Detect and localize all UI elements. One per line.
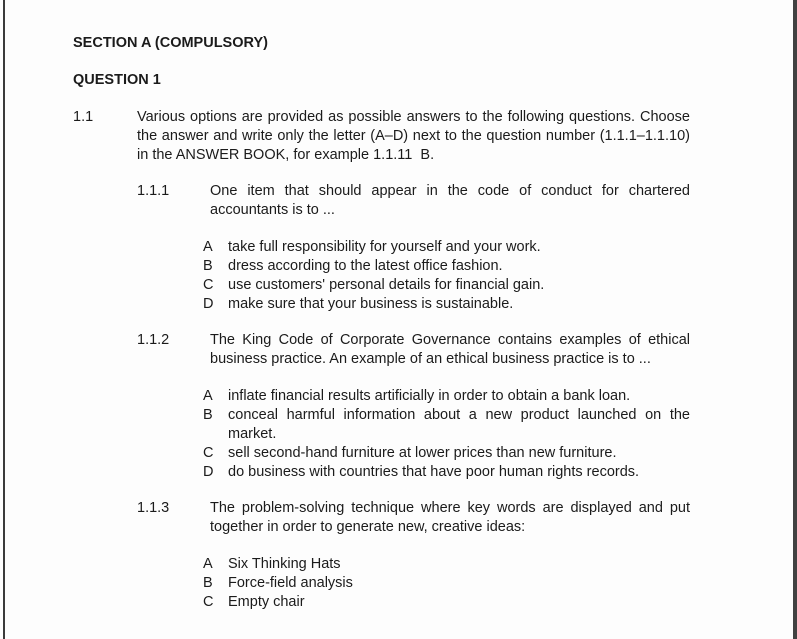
- option-row: [203, 574, 690, 593]
- subquestion-1-1-2: [137, 331, 690, 369]
- option-row: [203, 406, 690, 444]
- page-right-border: [793, 0, 797, 639]
- option-row: [203, 238, 690, 257]
- option-letter: C: [203, 594, 214, 610]
- option-letter: C: [203, 277, 214, 293]
- options-list-1-1-2: [203, 387, 690, 482]
- options-list-1-1-1: [203, 238, 690, 314]
- subquestion-number: 1.1.3: [137, 500, 170, 516]
- option-text: use customers' personal details for financial gain.: [228, 277, 545, 293]
- question-instruction-text: Various options are provided as possible answers to the following questions. Choose the answer and write only the letter (A–D) next to the question number (1.1.1–1.1.10) in the ANSWER BOOK, for example 1.1.11 B.: [137, 109, 690, 163]
- question-1-1: [73, 108, 690, 165]
- subquestion-number: 1.1.1: [137, 183, 170, 199]
- question-number: 1.1: [73, 109, 94, 125]
- subquestion-text: The problem-solving technique where key words are displayed and put together in order to generate new, creative ideas:: [210, 500, 690, 535]
- option-row: [203, 444, 690, 463]
- subquestion-number: 1.1.2: [137, 332, 170, 348]
- subquestion-text: The King Code of Corporate Governance contains examples of ethical business practice. An example of an ethical business practice is to ...: [210, 332, 690, 367]
- option-row: [203, 463, 690, 482]
- section-heading: SECTION A (COMPULSORY): [73, 35, 268, 51]
- option-letter: C: [203, 445, 214, 461]
- options-list-1-1-3: [203, 555, 690, 612]
- option-text: conceal harmful information about a new product launched on the market.: [228, 407, 690, 442]
- option-text: Empty chair: [228, 594, 305, 610]
- option-text: Six Thinking Hats: [228, 556, 341, 572]
- option-text: dress according to the latest office fashion.: [228, 258, 503, 274]
- subquestion-1-1-1: [137, 182, 690, 220]
- page-left-border: [3, 0, 5, 639]
- question-heading: QUESTION 1: [73, 72, 161, 88]
- option-row: [203, 276, 690, 295]
- option-row: [203, 295, 690, 314]
- option-text: Force-field analysis: [228, 575, 353, 591]
- option-text: do business with countries that have poor human rights records.: [228, 464, 640, 480]
- option-row: [203, 257, 690, 276]
- option-letter: B: [203, 258, 213, 274]
- option-letter: D: [203, 464, 214, 480]
- option-letter: D: [203, 296, 214, 312]
- option-letter: A: [203, 556, 213, 572]
- option-letter: A: [203, 388, 213, 404]
- option-letter: B: [203, 407, 213, 423]
- option-row: [203, 593, 690, 612]
- option-text: sell second-hand furniture at lower prices than new furniture.: [228, 445, 617, 461]
- option-row: [203, 387, 690, 406]
- subquestion-text: One item that should appear in the code of conduct for chartered accountants is to ...: [210, 183, 690, 218]
- option-letter: B: [203, 575, 213, 591]
- subquestion-1-1-3: [137, 499, 690, 537]
- option-row: [203, 555, 690, 574]
- option-text: inflate financial results artificially in order to obtain a bank loan.: [228, 388, 631, 404]
- option-text: make sure that your business is sustainable.: [228, 296, 514, 312]
- option-letter: A: [203, 239, 213, 255]
- option-text: take full responsibility for yourself and your work.: [228, 239, 541, 255]
